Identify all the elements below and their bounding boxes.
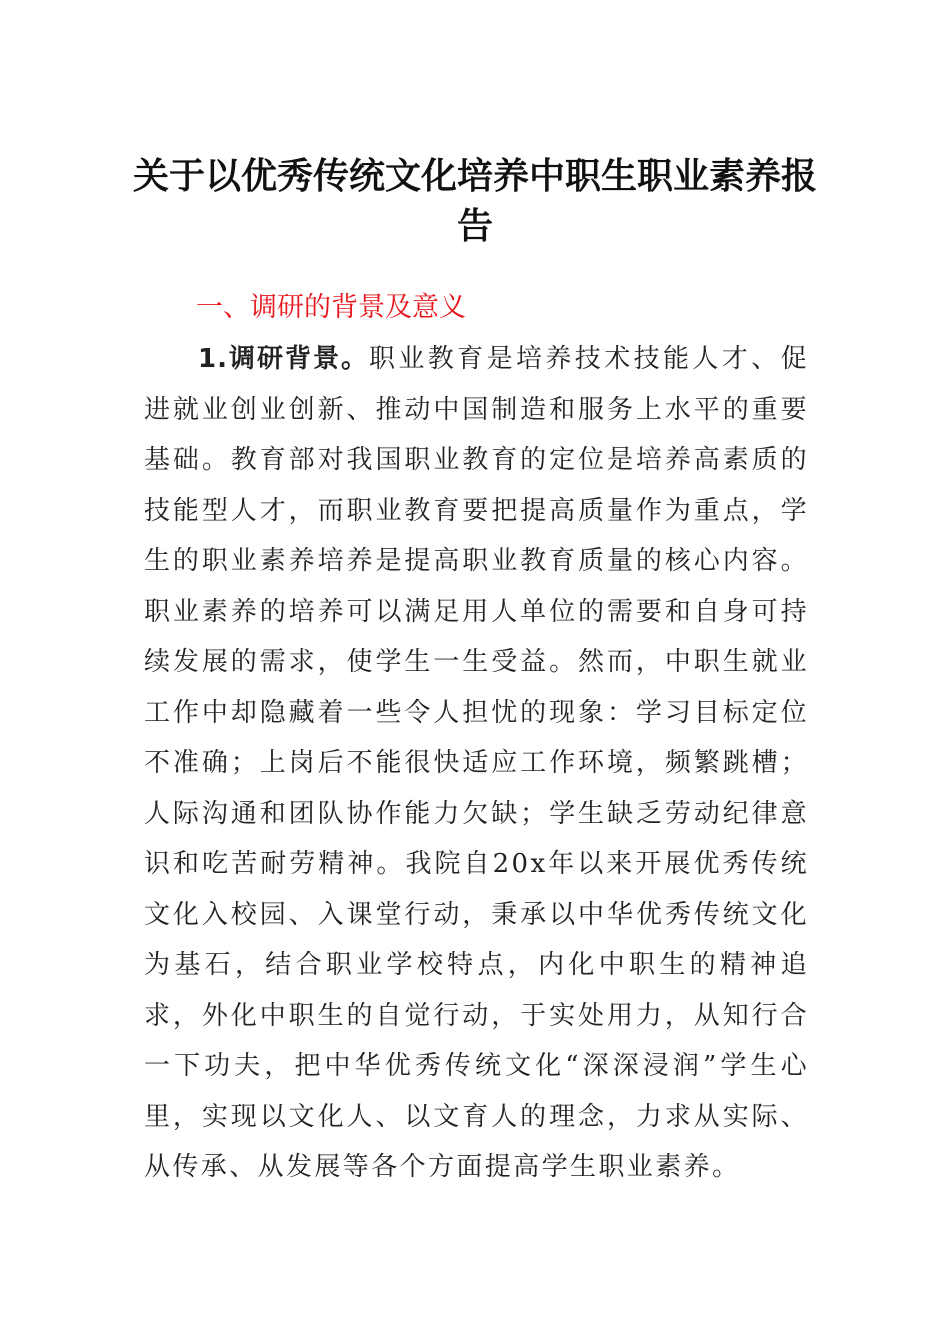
section-heading: 一、调研的背景及意义: [196, 292, 466, 323]
paragraph-text: 职业教育是培养技术技能人才、促进就业创业创新、推动中国制造和服务上水平的重要基础。教育部对我国职业教育的定位是培养高素质的技能型人才，而职业教育要把提高质量作为重点，学生的职业素养培养是提高职业教育质量的核心内容。职业素养的培养可以满足用人单位的需要和自身可持续发展的需求，使学生一生受益。然而，中职生就业工作中却隐藏着一些令人担忧的现象：学习目标定位不准确；上岗后不能很快适应工作环境，频繁跳槽；人际沟通和团队协作能力欠缺；学生缺乏劳动纪律意识和吃苦耐劳精神。我院自20x年以来开展优秀传统文化入校园、入课堂行动，秉承以中华优秀传统文化为基石，结合职业学校特点，内化中职生的精神追求，外化中职生的自觉行动，于实处用力，从知行合一下功夫，把中华优秀传统文化“深深浸润”学生心里，实现以文化人、以文育人的理念，力求从实际、从传承、从发展等各个方面提高学生职业素养。: [144, 344, 809, 1182]
document-title: 关于以优秀传统文化培养中职生职业素养报告: [132, 156, 817, 247]
paragraph-lead: 1.调研背景。: [198, 344, 369, 374]
body-paragraph: [144, 334, 809, 1193]
